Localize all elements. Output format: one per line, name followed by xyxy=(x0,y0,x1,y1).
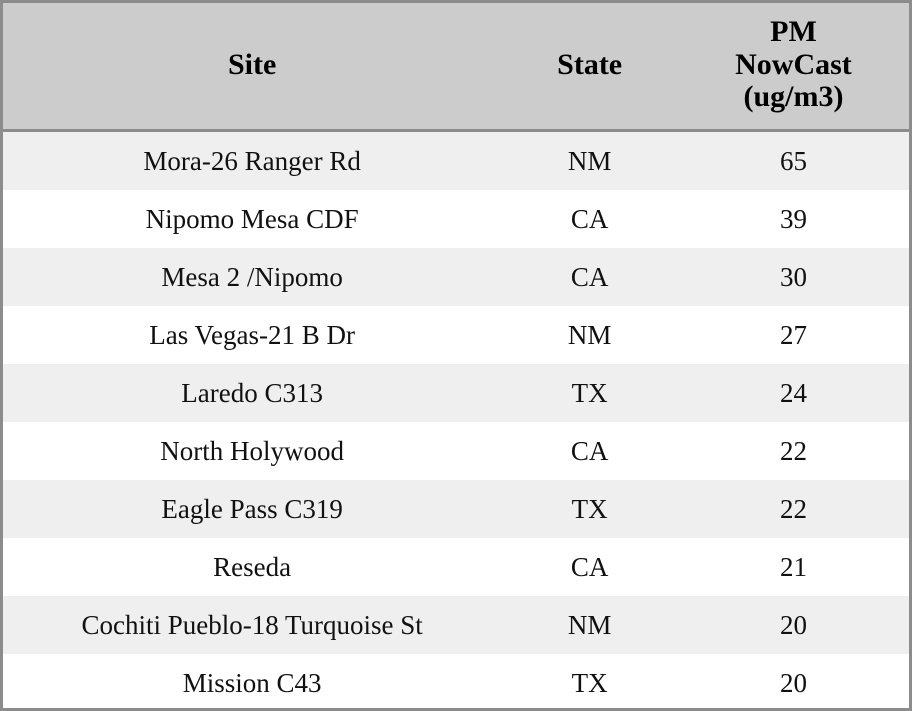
cell-state: CA xyxy=(501,248,678,306)
cell-pm-nowcast: 22 xyxy=(678,480,909,538)
cell-pm-nowcast: 65 xyxy=(678,131,909,191)
cell-state: CA xyxy=(501,190,678,248)
table-row xyxy=(3,654,909,711)
cell-site: Eagle Pass C319 xyxy=(3,480,501,538)
column-header-site-line-1: Site xyxy=(227,47,277,81)
table-row xyxy=(3,131,909,191)
cell-state: TX xyxy=(501,654,678,711)
table-row xyxy=(3,248,909,306)
column-header-pm-nowcast-line-1: PM xyxy=(770,15,817,49)
column-header-state xyxy=(501,3,678,131)
cell-pm-nowcast: 20 xyxy=(678,596,909,654)
cell-pm-nowcast: 22 xyxy=(678,422,909,480)
table-row xyxy=(3,306,909,364)
cell-site: Nipomo Mesa CDF xyxy=(3,190,501,248)
cell-site: Las Vegas-21 B Dr xyxy=(3,306,501,364)
table-header-row xyxy=(3,3,909,131)
table-row xyxy=(3,422,909,480)
cell-site: Reseda xyxy=(3,538,501,596)
cell-pm-nowcast: 24 xyxy=(678,364,909,422)
cell-site: North Holywood xyxy=(3,422,501,480)
table-row xyxy=(3,538,909,596)
cell-pm-nowcast: 21 xyxy=(678,538,909,596)
cell-pm-nowcast: 27 xyxy=(678,306,909,364)
cell-site: Mora-26 Ranger Rd xyxy=(3,131,501,191)
cell-state: NM xyxy=(501,596,678,654)
cell-pm-nowcast: 39 xyxy=(678,190,909,248)
table-row xyxy=(3,480,909,538)
column-header-state-line-1: State xyxy=(557,47,623,81)
table-row xyxy=(3,596,909,654)
column-header-pm-nowcast-line-3: (ug/m3) xyxy=(743,80,844,114)
column-header-site xyxy=(3,3,501,131)
cell-state: TX xyxy=(501,364,678,422)
table-row xyxy=(3,190,909,248)
cell-site: Mission C43 xyxy=(3,654,501,711)
table-row xyxy=(3,364,909,422)
cell-site: Cochiti Pueblo-18 Turquoise St xyxy=(3,596,501,654)
pm-nowcast-table xyxy=(3,3,909,711)
column-header-pm-nowcast xyxy=(678,3,909,131)
cell-state: NM xyxy=(501,306,678,364)
table-body xyxy=(3,131,909,711)
cell-site: Mesa 2 /Nipomo xyxy=(3,248,501,306)
cell-state: CA xyxy=(501,422,678,480)
cell-state: TX xyxy=(501,480,678,538)
cell-pm-nowcast: 30 xyxy=(678,248,909,306)
cell-pm-nowcast: 20 xyxy=(678,654,909,711)
cell-state: CA xyxy=(501,538,678,596)
column-header-pm-nowcast-line-2: NowCast xyxy=(735,47,852,81)
cell-site: Laredo C313 xyxy=(3,364,501,422)
table-header xyxy=(3,3,909,131)
cell-state: NM xyxy=(501,131,678,191)
